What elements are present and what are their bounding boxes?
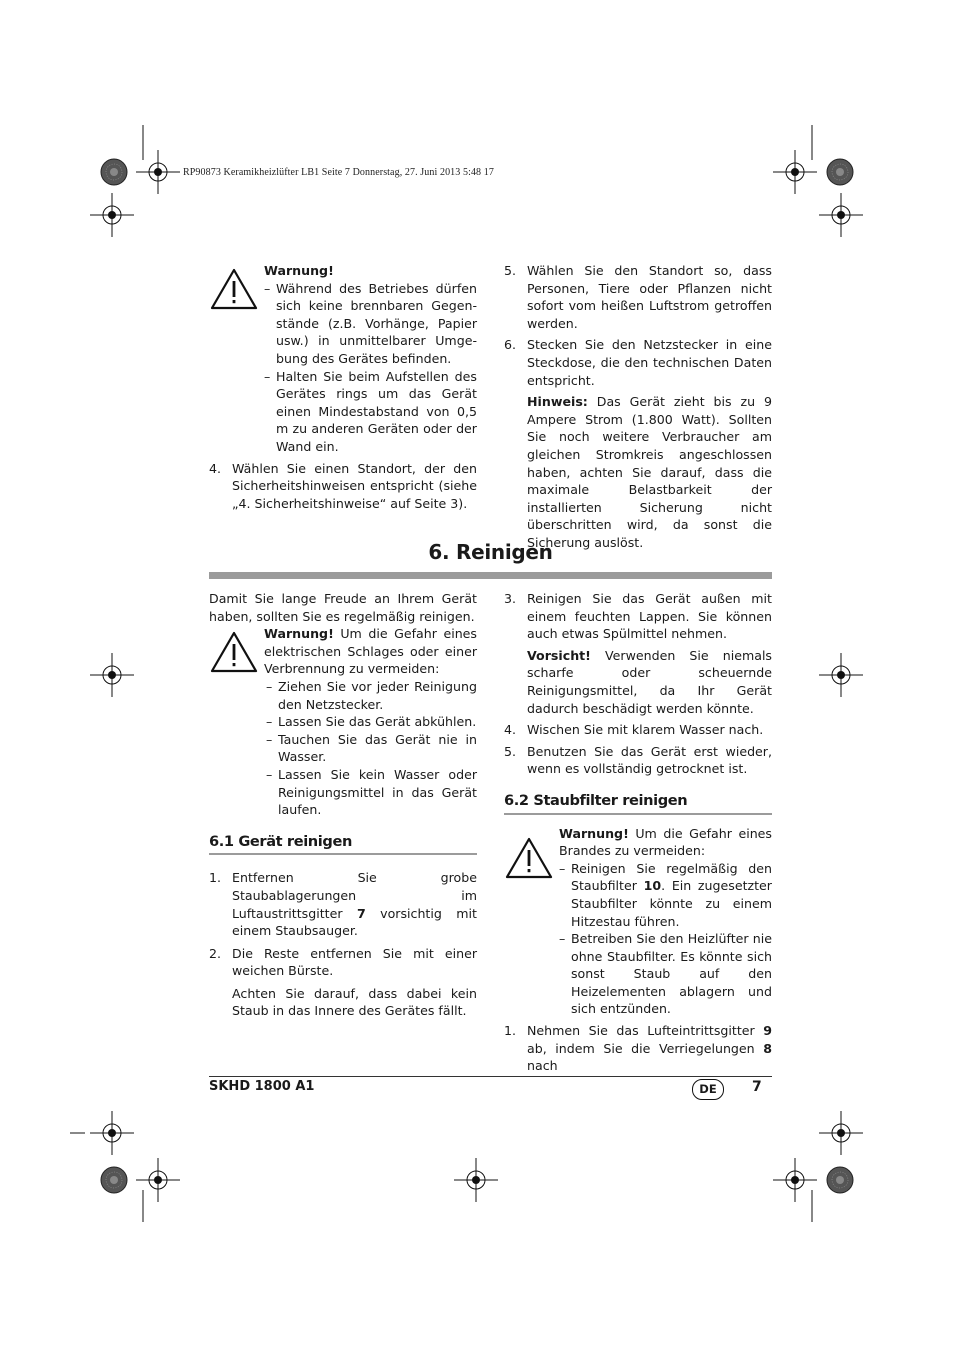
step-3: 3. Reinigen Sie das Gerät außen mit einem feuchten Lappen. Sie können auch etwas Spülmittel nehmen. [504, 591, 772, 642]
subsection-title-6-1: 6.1 Gerät reinigen [209, 832, 352, 850]
top-left-column [209, 262, 477, 512]
color-wheel-icon [101, 1167, 127, 1193]
step-6: 6. Stecken Sie den Netzstecker in eine Steckdose, die den technischen Daten entspricht. [504, 337, 772, 388]
warning-item: – Betreiben Sie den Heizlüfter nie ohne Staubfilter. Es könnte sich sonst Staub auf den Heizelementen ablagern und sich entzünden. [559, 931, 772, 1017]
warning-item: – Tauchen Sie das Gerät nie in Wasser. [266, 731, 477, 765]
cleaning-intro: Damit Sie lange Freude an Ihrem Gerät haben, sollten Sie es regelmäßig reinigen. [209, 591, 477, 624]
cleaning-right-column [504, 590, 772, 1075]
registration-mark-icon [773, 1158, 817, 1202]
step-2: 2. Die Reste entfernen Sie mit einer weichen Bürste. [209, 945, 477, 979]
step-4: 4. Wählen Sie einen Standort, der den Sicherheitshinweisen entspricht (siehe „4. Sicherheitshinweise“ auf Seite 3). [209, 460, 477, 511]
warning-item: – Halten Sie beim Aufstellen des Gerätes rings um das Gerät einen Mindestabstand von 0,5 m zu anderen Geräten oder der Wand ein. [264, 368, 477, 454]
step-5: 5. Wählen Sie den Standort so, dass Personen, Tiere oder Pflanzen nicht sofort vom heißen Luftstrom getroffen werden. [504, 263, 772, 331]
warning-item: – Lassen Sie kein Wasser oder Reinigungsmittel in das Gerät laufen. [266, 766, 477, 818]
model-number: SKHD 1800 A1 [209, 1079, 315, 1094]
warning-triangle-icon [504, 836, 554, 880]
section-title: 6. Reinigen [428, 540, 553, 564]
step-2-note: Achten Sie darauf, dass dabei kein Staub in das Innere des Gerätes fällt. [232, 985, 477, 1019]
registration-mark-icon [819, 653, 863, 697]
warning-item: – Lassen Sie das Gerät abkühlen. [266, 714, 477, 730]
step-5: 5. Benutzen Sie das Gerät erst wieder, wenn es vollständig getrocknet ist. [504, 743, 772, 777]
warning-item: – Während des Betriebes dürfen sich keine brennbaren Gegenstände (z.B. Vorhänge, Papier usw.) in unmittelbarer Umgebung des Gerätes befinden. [264, 280, 477, 366]
top-right-column [504, 262, 772, 552]
subsection-rule [209, 853, 477, 855]
page-number: 7 [752, 1079, 762, 1095]
registration-mark-icon [90, 1111, 134, 1155]
caution-note: Vorsicht! Verwenden Sie niemals scharfe oder scheuernde Reinigungsmittel, da Ihr Gerät dadurch beschädigt werden könnte. [527, 647, 772, 716]
subsection-rule [504, 813, 772, 815]
print-meta: RP90873 Keramikheizlüfter LB1 Seite 7 Donnerstag, 27. Juni 2013 5:48 17 [183, 167, 494, 178]
warning-title: Warnung! [264, 263, 334, 278]
registration-mark-icon [819, 193, 863, 237]
filter-step-1: 1. Nehmen Sie das Lufteintrittsgitter 9 ab, indem Sie die Verriegelungen 8 nach [504, 1023, 772, 1074]
cleaning-left-column [209, 590, 477, 1020]
language-badge: DE [692, 1079, 724, 1100]
subsection-title-6-2: 6.2 Staubfilter reinigen [504, 791, 688, 809]
filter-warning: Warnung! Um die Gefahr eines Brandes zu vermeiden: [559, 825, 772, 859]
color-wheel-icon [827, 159, 853, 185]
registration-mark-icon [773, 150, 817, 194]
warning-item: – Reinigen Sie regelmäßig den Staubfilter 10. Ein zugesetzter Staubfilter könnte zu einem Hitzestau führen. [559, 860, 772, 929]
color-wheel-icon [101, 159, 127, 185]
step-4: 4. Wischen Sie mit klarem Wasser nach. [504, 722, 764, 738]
registration-mark-icon [90, 193, 134, 237]
cleaning-warning: Warnung! Um die Gefahr eines elektrischen Schlages oder einer Verbrennung zu vermeiden: [264, 626, 477, 677]
color-wheel-icon [827, 1167, 853, 1193]
footer-rule [209, 1076, 772, 1077]
registration-mark-icon [819, 1111, 863, 1155]
warning-item: – Ziehen Sie vor jeder Reinigung den Netzstecker. [266, 678, 477, 712]
registration-mark-icon [454, 1158, 498, 1202]
step-1: 1. Entfernen Sie grobe Staubablagerungen im Luftaustrittsgitter 7 vorsichtig mit einem Staubsauger. [209, 870, 477, 939]
registration-mark-icon [90, 653, 134, 697]
hint-note: Hinweis: Das Gerät zieht bis zu 9 Ampere Strom (1.800 Watt). Sollten Sie noch weitere Verbraucher am gleichen Stromkreis angeschlossen haben, achten Sie darauf, dass die maximale Belastbarkeit der installierten Sicherung nicht überschritten wird, da sonst die Sicherung auslöst. [527, 394, 772, 550]
section-divider [209, 572, 772, 579]
